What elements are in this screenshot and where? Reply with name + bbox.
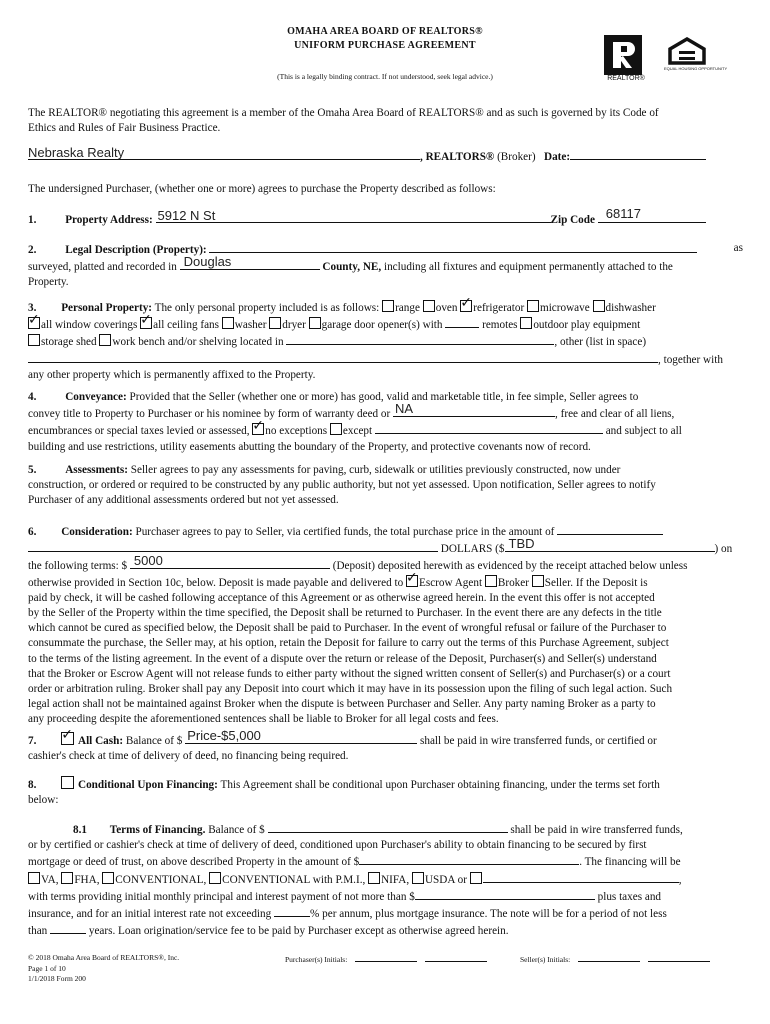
max-payment-field[interactable] bbox=[415, 888, 595, 900]
legal-notice: (This is a legally binding contract. If not understood, seek legal advice.) bbox=[277, 72, 493, 81]
s81-num: 8.1 bbox=[73, 824, 87, 836]
s6-line3b: (Deposit) deposited herewith as evidenced by the receipt attached below unless bbox=[332, 560, 688, 573]
except-checkbox[interactable] bbox=[330, 423, 342, 435]
oven-checkbox[interactable] bbox=[423, 300, 435, 312]
s2-label: Legal Description (Property): bbox=[65, 244, 207, 256]
purchaser-initials-label: Purchaser(s) Initials: bbox=[285, 955, 348, 964]
storage-shed-checkbox[interactable] bbox=[28, 334, 40, 346]
county-value: Douglas bbox=[183, 254, 232, 270]
microwave-label: microwave bbox=[540, 302, 590, 314]
footer-form: 1/1/2018 Form 200 bbox=[28, 974, 86, 983]
seller-checkbox-label: Seller. bbox=[544, 576, 574, 589]
washer-checkbox[interactable] bbox=[222, 317, 234, 329]
section-4 bbox=[28, 390, 743, 455]
s6-line3a: the following terms: $ bbox=[28, 560, 128, 573]
form-title: UNIFORM PURCHASE AGREEMENT bbox=[294, 40, 476, 51]
seller-checkbox[interactable] bbox=[532, 575, 544, 587]
conventional-label: CONVENTIONAL, bbox=[115, 873, 207, 886]
s7-num: 7. bbox=[28, 735, 37, 747]
outdoor-play-label: outdoor play equipment bbox=[533, 319, 641, 332]
financing-checkbox[interactable] bbox=[61, 776, 74, 789]
s2-num: 2. bbox=[28, 244, 37, 256]
no-exceptions-checkbox[interactable] bbox=[252, 423, 264, 435]
fha-label: FHA, bbox=[74, 873, 100, 886]
broker-value: Nebraska Realty bbox=[28, 145, 125, 160]
s8-line1: This Agreement shall be conditional upon Purchaser obtaining financing, under the terms set forth bbox=[220, 779, 660, 791]
other-label: , other (list in space) bbox=[554, 336, 647, 349]
nifa-label: NIFA, bbox=[381, 873, 410, 886]
all-cash-label: All Cash: bbox=[77, 735, 124, 747]
s6-body-line: consummate the purchase, the Seller may, at his option, retain the Deposit for failure to carry out the terms of this Purchase Agreement, subject bbox=[28, 637, 669, 650]
s6-body-line: paid by check, it will be cashed following acceptance of this Agreement or as otherwise agreed herein. In the event this offer is not accepted bbox=[28, 591, 655, 604]
dollars-label: DOLLARS ($ bbox=[440, 543, 505, 556]
s2-line3: Property. bbox=[28, 276, 69, 289]
s8-num: 8. bbox=[28, 779, 37, 791]
exceptions-field[interactable] bbox=[375, 422, 603, 434]
property-address-value: 5912 N St bbox=[157, 208, 216, 223]
s6-body-line: that the Broker or Escrow Agent will not release funds to either party without the signed written consent of Seller(s) and Purchaser(s) or a court bbox=[28, 667, 671, 680]
s7-line1b: shall be paid in wire transferred funds, or certified or bbox=[420, 735, 657, 747]
washer-label: washer bbox=[234, 319, 267, 332]
s2-county-label: County, NE, bbox=[322, 261, 382, 274]
s3-label: Personal Property: bbox=[61, 302, 153, 314]
zip-label: Zip Code bbox=[550, 214, 595, 226]
all-cash-checkbox[interactable] bbox=[61, 732, 74, 745]
intro-line-2: Ethics and Rules of Fair Business Practice. bbox=[28, 122, 221, 135]
purchase-price-field[interactable] bbox=[505, 536, 715, 552]
s3-intro: The only personal property included is as follows: bbox=[154, 302, 380, 314]
section-3 bbox=[28, 300, 743, 383]
s6-body-line: order or arbitration ruling. Broker shall pay any Deposit into court which it may have in its possession upon the filing of such legal action. Such bbox=[28, 683, 673, 696]
s5-line1: Seller agrees to pay any assessments for paving, curb, sidewalk or utilities previously constructed, now under bbox=[130, 464, 621, 476]
usda-checkbox[interactable] bbox=[412, 872, 424, 884]
deed-type-value: NA bbox=[395, 401, 414, 417]
s1-num: 1. bbox=[28, 214, 37, 226]
date-label: Date: bbox=[544, 151, 571, 163]
s3-last-line: any other property which is permanently affixed to the Property. bbox=[28, 368, 316, 381]
section-2 bbox=[28, 241, 743, 291]
s4-line2b: , free and clear of all liens, bbox=[555, 408, 675, 421]
s81-line6a: insurance, and for an initial interest rate not exceeding bbox=[28, 908, 272, 921]
s81-label: Terms of Financing. bbox=[109, 824, 206, 836]
s4-line2a: convey title to Property to Purchaser or his nominee by form of warranty deed or bbox=[28, 408, 391, 421]
other-loan-checkbox[interactable] bbox=[470, 872, 482, 884]
s81-line5a: with terms providing initial monthly principal and interest payment of not more than $ bbox=[28, 890, 415, 903]
work-bench-location-field[interactable] bbox=[286, 333, 554, 345]
refrigerator-checkbox[interactable] bbox=[460, 300, 472, 312]
purchase-price-words-field[interactable] bbox=[557, 523, 663, 535]
s7-line2: cashier's check at time of delivery of deed, no financing being required. bbox=[28, 750, 349, 763]
s3-num: 3. bbox=[28, 302, 37, 314]
deposit-value: 5000 bbox=[133, 553, 163, 569]
usda-label: USDA or bbox=[424, 873, 467, 886]
s81-line7a: than bbox=[28, 925, 48, 938]
except-label: except bbox=[342, 425, 373, 438]
s6-body-line: any proceeding despite the aforementioned sentences shall be liable to Broker for all legal costs and fees. bbox=[28, 713, 499, 726]
other-loan-field[interactable] bbox=[483, 871, 679, 883]
s81-line2: or by certified or cashier's check at time of delivery of deed, conditioned upon Purchaser's ability to obtain financing to be secured by first bbox=[28, 839, 647, 852]
s6-label: Consideration: bbox=[61, 526, 133, 538]
realtor-logo-icon bbox=[600, 33, 652, 85]
date-field[interactable] bbox=[570, 148, 706, 160]
s5-num: 5. bbox=[28, 464, 37, 476]
footer-copyright: © 2018 Omaha Area Board of REALTORS®, Inc. bbox=[28, 953, 180, 962]
seller-initials bbox=[520, 953, 710, 964]
conventional-pmi-checkbox[interactable] bbox=[209, 872, 221, 884]
s5-line3: Purchaser of any additional assessments ordered but not yet assessed. bbox=[28, 494, 339, 507]
ceiling-fans-label: all ceiling fans bbox=[153, 319, 219, 332]
section-8 bbox=[28, 776, 743, 808]
dryer-checkbox[interactable] bbox=[269, 317, 281, 329]
purchaser-initials-field-2[interactable] bbox=[425, 953, 487, 962]
s6-line4a: otherwise provided in Section 10c, below. Deposit is made payable and delivered to bbox=[28, 576, 404, 589]
intro-paragraph bbox=[28, 106, 743, 136]
conventional-checkbox[interactable] bbox=[102, 872, 114, 884]
fha-checkbox[interactable] bbox=[61, 872, 73, 884]
s81-line3a: mortgage or deed of trust, on above described Property in the amount of $ bbox=[28, 856, 360, 869]
property-address-field[interactable] bbox=[156, 208, 551, 223]
s1-label: Property Address: bbox=[65, 214, 153, 226]
seller-initials-label: Seller(s) Initials: bbox=[520, 955, 571, 964]
org-title: OMAHA AREA BOARD OF REALTORS® bbox=[287, 26, 483, 37]
escrow-agent-label: Escrow Agent bbox=[419, 576, 483, 589]
broker-line bbox=[28, 145, 743, 165]
range-checkbox[interactable] bbox=[382, 300, 394, 312]
va-label: VA, bbox=[41, 873, 59, 886]
seller-initials-field-2[interactable] bbox=[648, 953, 710, 962]
interest-rate-field[interactable] bbox=[274, 905, 310, 917]
dryer-label: dryer bbox=[282, 319, 306, 332]
s4-line3b: and subject to all bbox=[605, 425, 682, 438]
s4-line3a: encumbrances or special taxes levied or assessed, bbox=[28, 425, 250, 438]
s6-line1: Purchaser agrees to pay to Seller, via certified funds, the total purchase price in the amount of bbox=[135, 526, 555, 538]
loan-term-field[interactable] bbox=[50, 922, 86, 934]
refrigerator-label: refrigerator bbox=[473, 302, 525, 314]
storage-shed-label: storage shed bbox=[41, 336, 97, 349]
purchase-price-words-field-2[interactable] bbox=[28, 540, 438, 552]
s2-line2a: surveyed, platted and recorded in bbox=[28, 261, 177, 274]
oven-label: oven bbox=[435, 302, 458, 314]
s6-num: 6. bbox=[28, 526, 37, 538]
zip-field[interactable] bbox=[598, 206, 706, 223]
work-bench-label: work bench and/or shelving located in bbox=[112, 336, 284, 349]
financing-balance-field[interactable] bbox=[268, 821, 508, 833]
dishwasher-label: dishwasher bbox=[605, 302, 656, 314]
s6-body-line: by the Seller of the Property within the time specified, the Deposit shall be returned to Purchaser. In the event there are any defects in the title bbox=[28, 607, 662, 620]
on-label: ) on bbox=[714, 543, 733, 556]
s6-body-line: which cannot be cured as specified below, the Deposit shall be paid to Purchaser. In the event of wrongful refusal or failure of the Purchaser to bbox=[28, 622, 667, 635]
no-exceptions-label: no exceptions bbox=[265, 425, 328, 438]
broker-label: , REALTORS® bbox=[420, 151, 495, 163]
s4-num: 4. bbox=[28, 391, 37, 403]
dishwasher-checkbox[interactable] bbox=[593, 300, 605, 312]
s81-line6b: % per annum, plus mortgage insurance. The note will be for a period of not less bbox=[310, 908, 667, 921]
s81-line7b: years. Loan origination/service fee to be paid by Purchaser except as otherwise agreed herein. bbox=[88, 925, 509, 938]
remotes-label: remotes bbox=[482, 319, 518, 332]
other-items-field[interactable] bbox=[28, 351, 658, 363]
zip-value: 68117 bbox=[605, 206, 641, 221]
conventional-pmi-label: CONVENTIONAL with P.M.I., bbox=[222, 873, 366, 886]
footer-page: Page 1 of 10 bbox=[28, 964, 66, 973]
section-5 bbox=[28, 463, 743, 509]
s4-line4: building and use restrictions, utility easements abutting the boundary of the Property, and protective covenants now of record. bbox=[28, 440, 591, 453]
broker-checkbox[interactable] bbox=[485, 575, 497, 587]
s7-line1a: Balance of $ bbox=[125, 735, 183, 747]
seller-initials-field-1[interactable] bbox=[578, 953, 640, 962]
financing-label: Conditional Upon Financing: bbox=[77, 779, 218, 791]
purchase-price-value: TBD bbox=[508, 536, 535, 552]
cash-balance-value: Price-$5,000 bbox=[187, 728, 261, 743]
purchaser-initials bbox=[285, 953, 487, 964]
s81-line1b: shall be paid in wire transferred funds, bbox=[510, 824, 683, 836]
realtor-logo-text: REALTOR® bbox=[607, 75, 645, 82]
garage-opener-checkbox[interactable] bbox=[309, 317, 321, 329]
escrow-agent-checkbox[interactable] bbox=[406, 575, 418, 587]
county-field[interactable] bbox=[180, 254, 320, 270]
s4-label: Conveyance: bbox=[65, 391, 127, 403]
s4-line1: Provided that the Seller (whether one or more) has good, valid and marketable title, in fee simple, Seller agrees to bbox=[129, 391, 639, 403]
deed-type-field[interactable] bbox=[393, 401, 555, 417]
nifa-checkbox[interactable] bbox=[368, 872, 380, 884]
section-8-1: 8.1 Terms of Financing. Balance of $ shall be paid in wire transferred funds, or by certified or cashier's check at time of delivery of deed, conditioned upon Purchaser's ability to obtain financing to be secured by first mortgage or deed of trust, on above described Property in the amount of $ . The financing will be VA, FHA, CONVENTIONAL, CONVENTIONAL with P.M.I., NIFA, USDA or , with terms providing initial monthly principal and interest payment of not more than $ plus taxes and insurance, and for an initial interest rate not exceeding % per annum, plus mortgage insurance. The note will be for a period of not less than years. Loan origination/service fee to be paid by Purchaser except as otherwise agreed herein. bbox=[28, 821, 743, 939]
intro-line-1: The REALTOR® negotiating this agreement is a member of the Omaha Area Board of REALTORS® and as such is governed by its Code of bbox=[28, 107, 659, 119]
window-coverings-checkbox[interactable] bbox=[28, 317, 40, 329]
work-bench-checkbox[interactable] bbox=[99, 334, 111, 346]
s6-line4b: If the Deposit is bbox=[575, 576, 648, 589]
equal-housing-text: EQUAL HOUSING OPPORTUNITY bbox=[664, 66, 728, 71]
s6-body-line: legal action shall not be maintained against Broker when the dispute is between Purchaser and Seller. Any party naming Broker as a party to bbox=[28, 698, 656, 711]
s8-line2: below: bbox=[28, 794, 59, 807]
s81-line3b: . The financing will be bbox=[579, 856, 681, 869]
remotes-count-field[interactable] bbox=[445, 316, 479, 328]
s5-label: Assessments: bbox=[65, 464, 128, 476]
equal-housing-icon bbox=[664, 37, 728, 77]
cash-balance-field[interactable] bbox=[185, 728, 417, 744]
s2-line2c: including all fixtures and equipment permanently attached to the bbox=[383, 261, 673, 274]
range-label: range bbox=[395, 302, 420, 314]
outdoor-play-checkbox[interactable] bbox=[520, 317, 532, 329]
ceiling-fans-checkbox[interactable] bbox=[140, 317, 152, 329]
purchaser-intro: The undersigned Purchaser, (whether one or more) agrees to purchase the Property described as follows: bbox=[28, 183, 496, 195]
garage-opener-label: garage door opener(s) with bbox=[321, 319, 443, 332]
broker-role-label: (Broker) bbox=[497, 151, 536, 163]
s81-line5b: plus taxes and bbox=[597, 890, 662, 903]
purchaser-initials-field-1[interactable] bbox=[355, 953, 417, 962]
s81-line1a: Balance of $ bbox=[208, 824, 265, 836]
section-7 bbox=[28, 728, 743, 764]
broker-field[interactable] bbox=[28, 145, 420, 160]
s5-line2: construction, or ordered or required to be constructed by any public authority, but not yet assessed. Upon notification, Seller agrees to notify bbox=[28, 479, 656, 492]
section-1 bbox=[28, 206, 743, 228]
broker-checkbox-label: Broker bbox=[497, 576, 529, 589]
microwave-checkbox[interactable] bbox=[527, 300, 539, 312]
legal-description-field[interactable] bbox=[209, 241, 697, 253]
s2-as: as bbox=[733, 242, 743, 254]
mortgage-amount-field[interactable] bbox=[359, 853, 579, 865]
deposit-field[interactable] bbox=[130, 553, 330, 569]
va-checkbox[interactable] bbox=[28, 872, 40, 884]
window-coverings-label: all window coverings bbox=[41, 319, 138, 332]
together-label: , together with bbox=[658, 353, 723, 366]
s6-body-line: to the terms of the listing agreement. In the event of a dispute over the return or release of the Deposit, Purchaser(s) and Seller(s) understand bbox=[28, 652, 657, 665]
section-6 bbox=[28, 523, 743, 728]
